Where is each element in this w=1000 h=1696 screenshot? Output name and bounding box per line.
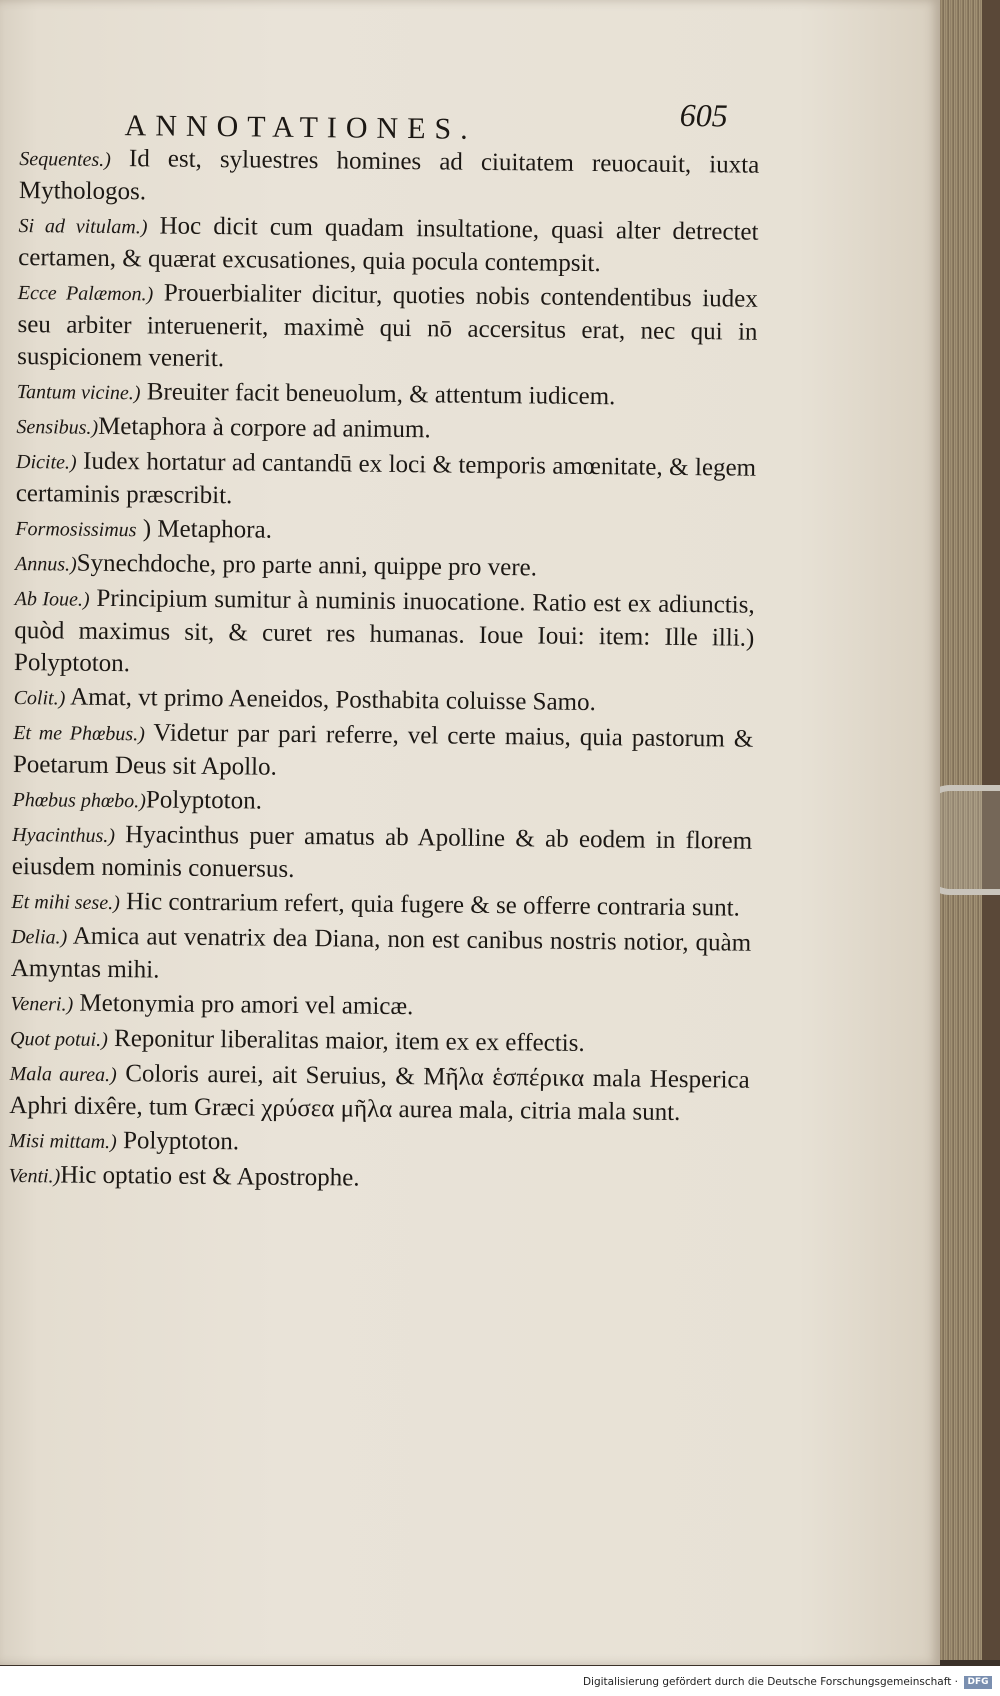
annotation-entry [11,920,752,993]
annotation-entry [17,276,758,381]
annotation-text: Hoc dicit cum quadam insultatione, quasi alter detrectet certamen, & quærat excusationes, quia pocula contempsit. [18,212,759,278]
annotation-lemma: Quot potui.) [9,1027,108,1051]
annotation-text: Principium sumitur à numinis inuocatione. Ratio est ex adiunctis, quòd maximus sit, & curet res humanas. Ioue Ioui: item: Ille illi.) Polyptoton. [13,584,755,678]
annotation-lemma: Ab Ioue.) [14,587,90,611]
annotation-lemma: Annus.) [14,552,77,576]
annotation-lemma: Colit.) [13,686,66,710]
annotation-lemma: Dicite.) [15,450,77,474]
footer-bar [0,1666,1000,1696]
annotation-text: Coloris aurei, ait Seruius, & Μῆλα ἑσπέρικα mala Hesperica Aphri dixêre, tum Græci χρύσεα μῆλα aurea mala, citria mala sunt. [9,1060,750,1126]
annotation-entry [14,582,755,687]
annotation-entry [13,681,753,722]
annotation-entry [10,1022,750,1063]
annotation-lemma: Formosissimus [15,517,137,542]
footer-credit: Digitalisierung gefördert durch die Deutsche Forschungsgemeinschaft · [582,1676,958,1688]
annotation-lemma: Sequentes.) [19,147,112,171]
annotation-text: Iudex hortatur ad cantandū ex loci & temporis amœnitate, & legem certaminis præscribit. [15,447,757,510]
annotation-lemma: Phœbus phœbo.) [12,788,147,813]
annotation-lemma: Veneri.) [10,992,74,1016]
annotation-lemma: Sensibus.) [16,415,99,439]
annotation-entry [8,1159,748,1200]
annotation-entry [10,987,750,1028]
annotation-text: Hic contrarium refert, quia fugere & se offerre contraria sunt. [119,888,741,922]
annotation-text: Metaphora à corpore ad animum. [98,412,431,444]
annotation-entry [18,209,759,282]
dfg-logo: DFG [964,1676,992,1689]
annotation-lemma: Ecce Palæmon.) [17,281,154,306]
annotation-entry [15,547,755,588]
annotation-text: Synechdoche, pro parte anni, quippe pro vere. [76,549,538,582]
annotation-entry [15,512,755,553]
annotation-text: Breuiter facit beneuolum, & attentum iudicem. [140,378,616,411]
annotation-text: Metonymia pro amori vel amicæ. [73,989,414,1021]
annotation-lemma: Et me Phœbus.) [13,721,145,746]
annotation-lemma: Et mihi sese.) [11,890,120,915]
annotation-text: Hic optatio est & Apostrophe. [60,1161,360,1192]
annotation-lemma: Si ad vitulam.) [18,214,148,239]
annotation-text: Hyacinthus puer amatus ab Apolline & ab eodem in florem eiusdem nominis conuersus. [11,821,753,883]
annotation-entry [9,1124,749,1165]
annotation-text: Polyptoton. [116,1127,240,1156]
annotation-text: Amat, vt primo Aeneidos, Posthabita coluisse Samo. [65,683,596,717]
annotation-text: Videtur par pari referre, vel certe maius, quia pastorum & Poetarum Deus sit Apollo. [12,719,754,781]
annotation-lemma: Misi mittam.) [8,1129,117,1154]
annotation-lemma: Venti.) [8,1164,61,1188]
annotation-text: Prouerbialiter dicitur, quoties nobis contendentibus iudex seu arbiter interuenerit, maximè qui nō accersitus erat, nec qui in suspicionem venerit. [17,279,758,373]
annotation-text: Id est, syluestres homines ad ciuitatem reuocauit, iuxta Mythologos. [18,144,760,206]
annotation-list [8,142,759,1200]
annotation-text: Amica aut venatrix dea Diana, non est canibus nostris notior, quàm Amyntas mihi. [10,922,752,984]
annotation-entry [19,142,760,215]
annotation-lemma: Tantum vicine.) [16,380,141,405]
annotation-entry [16,445,757,518]
annotation-lemma: Mala aurea.) [9,1062,117,1087]
annotation-entry [12,783,752,824]
running-head: ANNOTATIONES. [124,109,477,146]
page-text-block [8,90,760,1202]
annotation-lemma: Delia.) [11,925,68,949]
annotation-lemma: Hyacinthus.) [12,823,116,848]
annotation-entry [16,410,756,451]
annotation-entry [13,716,754,789]
annotation-text: Polyptoton. [145,786,263,815]
annotation-entry [9,1057,750,1130]
annotation-text: ) Metaphora. [136,515,273,544]
annotation-entry [11,885,751,926]
page-header [19,90,760,150]
page-number: 605 [679,96,728,134]
annotation-entry [17,375,757,416]
annotation-entry [12,818,753,891]
annotation-text: Reponitur liberalitas maior, item ex ex effectis. [107,1024,585,1057]
